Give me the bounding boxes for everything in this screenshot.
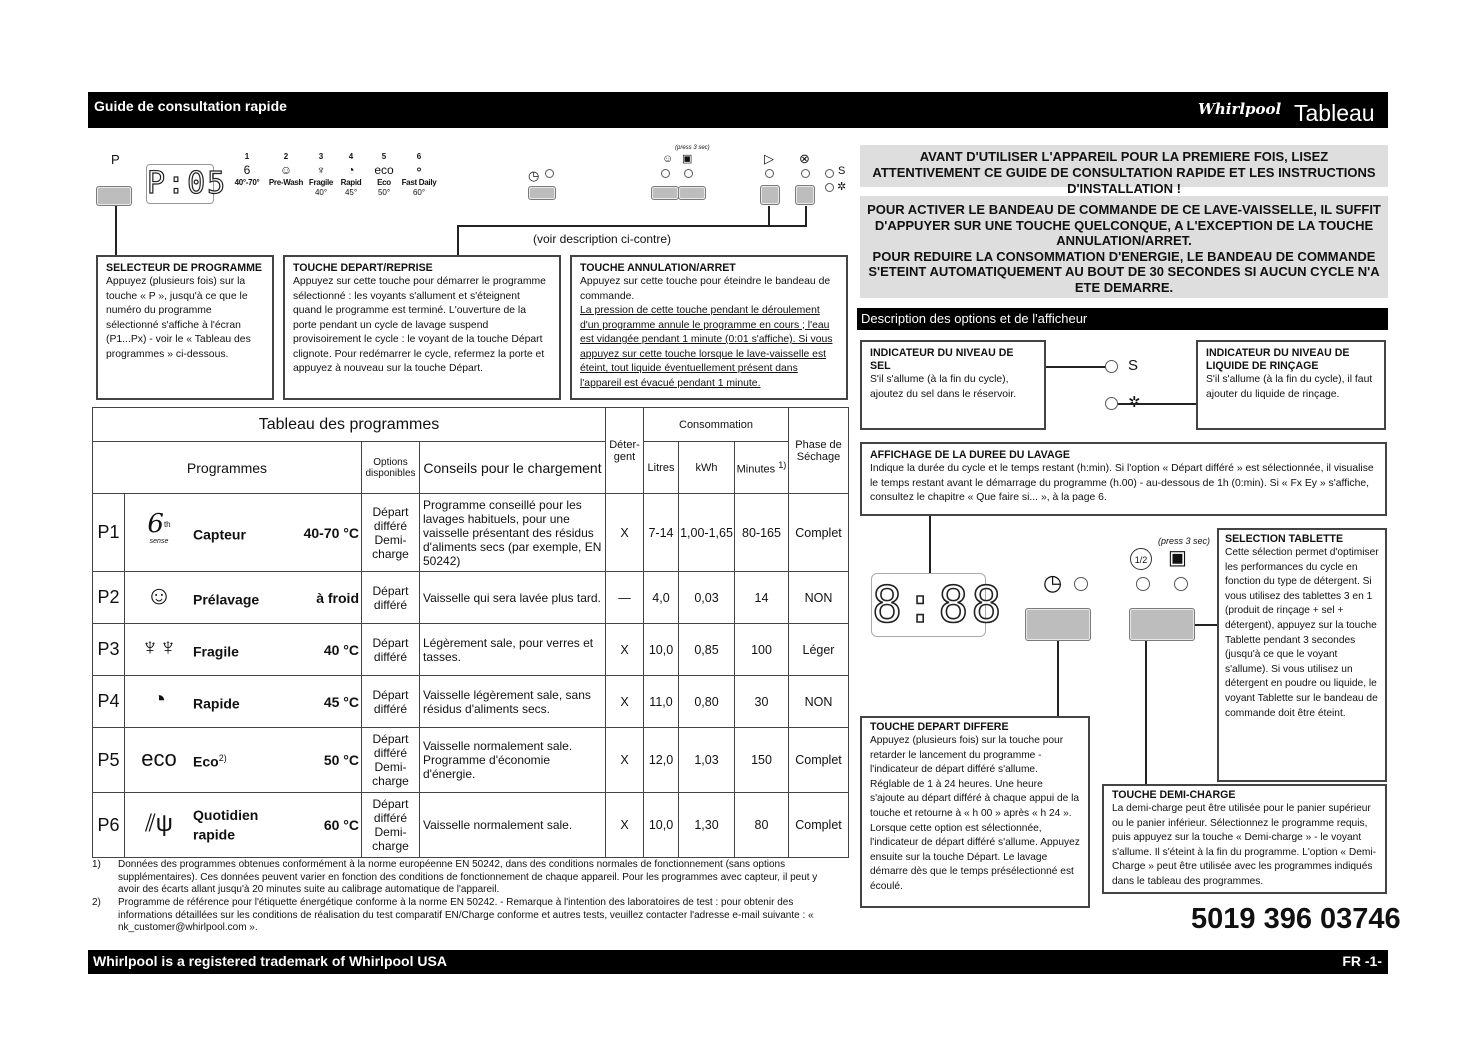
delay-led-large — [1074, 577, 1088, 591]
depart-text: Appuyez sur cette touche pour démarrer le programme sélectionné : les voyants s'allument et s'éteignent quand le programme est terminé. L'ouverture de la porte pendant un cycle de lavage suspend provisoirement le cycle : le voyant de la touche Départ clignote. Pour redémarrer le cycle, refermez la porte et appuyez à nouveau sur la touche Départ. — [293, 276, 546, 374]
half-load-icon: ☺ — [662, 153, 674, 165]
tablet-connector — [1195, 624, 1217, 626]
footnote-number: 1) — [92, 859, 101, 870]
row-sechage: NON — [789, 676, 849, 728]
control-panel — [88, 145, 848, 255]
annulation-underlined: La pression de cette touche pendant le déroulement d'un programme annule le programme en cours ; l'eau est vidangée pendant 1 minute (0:01 s'affiche). Si vous appuyez sur cette touche lorsque le lave-vaisselle est éteint, tout liquide éventuellement présent dans l'appareil est évacué pendant 1 minute. — [580, 305, 833, 389]
annulation-box — [570, 255, 848, 400]
row-kwh: 0,03 — [679, 572, 735, 624]
row-program-name: Prélavage — [193, 591, 260, 608]
footnote-number: 2) — [92, 897, 101, 908]
p-label: P — [111, 152, 120, 167]
program-row — [93, 494, 849, 572]
row-program-temp: 50 °C — [323, 752, 359, 768]
desc-bar — [857, 308, 1388, 330]
annulation-text: Appuyez sur cette touche pour éteindre le bandeau de commande. — [580, 276, 831, 302]
panel-program-icon: ◔ — [347, 163, 355, 177]
row-program-number: P4 — [93, 676, 125, 728]
h-consommation: Consommation — [644, 408, 789, 442]
differe-box — [860, 716, 1090, 908]
tablette-text: Cette sélection permet d'optimiser les performances du cycle en fonction du type de détergent. Si vous utilisez des tablettes 3 en 1 (produit de rinçage + sel + détergent), appuyez sur la touche Tablette pendant 3 secondes (jusqu'à ce que le voyant s'allume). Si vous utilisez un détergent en poudre ou liquide, le voyant Tablette sur le bandeau de commande doit être éteint. — [1225, 547, 1379, 719]
connector-start — [768, 206, 770, 226]
row-litres: 12,0 — [644, 728, 679, 793]
rinse-led — [1105, 397, 1118, 410]
salt-icon-small: S — [838, 165, 846, 177]
row-kwh: 0,80 — [679, 676, 735, 728]
row-conseil: Vaisselle qui sera lavée plus tard. — [420, 572, 606, 624]
connector-down — [457, 225, 459, 255]
row-conseil: Légèrement sale, pour verres et tasses. — [420, 624, 606, 676]
rincage-title: INDICATEUR DU NIVEAU DE LIQUIDE DE RINÇAGE — [1206, 347, 1350, 372]
panel-program-temp: 50° — [377, 188, 391, 197]
salt-icon: S — [1128, 357, 1139, 374]
h-options: Options disponibles — [362, 442, 420, 494]
row-detergent: X — [606, 728, 644, 793]
demicharge-text: La demi-charge peut être utilisée pour le panier supérieur ou le panier inférieur. Sélectionnez le programme requis, puis appuyez sur la touche « Demi-charge » - le voyant s'allume. Il s'éteint à la fin du programme. L'option « Demi-Charge » peut être utilisée avec les programmes indiqués dans le tableau des programmes. — [1112, 803, 1377, 887]
press-3sec-label: (press 3 sec) — [675, 145, 710, 151]
voir-label: (voir description ci-contre) — [533, 232, 672, 246]
eco-icon: eco — [141, 745, 177, 771]
panel-program-name: 40°-70° — [234, 178, 260, 187]
footer-trademark: Whirlpool is a registered trademark of Whirlpool USA — [93, 953, 447, 969]
half-led — [661, 169, 670, 178]
row-kwh: 1,03 — [679, 728, 735, 793]
row-sechage: Complet — [789, 728, 849, 793]
footnote — [92, 859, 832, 897]
footnote — [92, 897, 832, 935]
row-litres: 7-14 — [644, 494, 679, 572]
row-detergent: X — [606, 624, 644, 676]
desc-bar-text: Description des options et de l'afficheur — [861, 311, 1088, 326]
start-button[interactable] — [760, 185, 780, 205]
program-row — [93, 676, 849, 728]
program-row — [93, 793, 849, 858]
row-sechage: Complet — [789, 494, 849, 572]
row-minutes: 100 — [735, 624, 789, 676]
panel-program-num: 4 — [348, 152, 354, 161]
h-conseils: Conseils pour le chargement — [420, 442, 606, 494]
row-program-sup: 2) — [218, 753, 227, 764]
row-program-temp: à froid — [316, 589, 359, 606]
row-program-number: P1 — [93, 494, 125, 572]
warning-2-text: POUR ACTIVER LE BANDEAU DE COMMANDE DE CE LAVE-VAISSELLE, IL SUFFIT D'APPUYER SUR UNE TOUCHE QUELCONQUE, A L'EXCEPTION DE LA TOUCHE ANNULATION/ARRET. — [867, 202, 1381, 249]
row-sechage: Léger — [789, 624, 849, 676]
differe-title: TOUCHE DEPART DIFFERE — [870, 721, 1009, 733]
row-options: Départ différé — [362, 676, 420, 728]
row-program-cell — [125, 572, 362, 624]
row-detergent: X — [606, 494, 644, 572]
half-connector — [1145, 641, 1147, 784]
duree-box — [860, 442, 1387, 516]
selecteur-text: Appuyez (plusieurs fois) sur la touche « P », jusqu'à ce que le numéro du programme sélectionné s'affiche à l'écran (P1...Px) - voir le « Tableau des programmes » ci-dessous. — [106, 276, 251, 360]
row-kwh: 0,85 — [679, 624, 735, 676]
program-display — [146, 164, 228, 204]
rincage-text: S'il s'allume (à la fin du cycle), il faut ajouter du liquide de rinçage. — [1206, 374, 1373, 400]
delay-button[interactable] — [528, 186, 556, 200]
h-minutes — [735, 442, 789, 494]
row-detergent: X — [606, 793, 644, 858]
rinse-led-small — [825, 183, 834, 192]
warning-3-text: POUR REDUIRE LA CONSOMMATION D'ENERGIE, LE BANDEAU DE COMMANDE S'ETEINT AUTOMATIQUEMENT AU BOUT DE 30 SECONDES SI AUCUN CYCLE N'A ETE DEMARRE. — [868, 248, 1380, 295]
row-detergent: — — [606, 572, 644, 624]
salt-led — [1105, 360, 1118, 373]
h-sechage: Phase de Séchage — [789, 408, 849, 494]
row-sechage: Complet — [789, 793, 849, 858]
tablet-led — [684, 169, 693, 178]
row-program-number: P6 — [93, 793, 125, 858]
panel-program-icon: ⚬ — [413, 163, 425, 177]
table-title: Tableau des programmes — [93, 408, 606, 442]
tablet-led-large — [1174, 577, 1188, 591]
depart-box — [283, 255, 561, 400]
row-program-temp: 40 °C — [323, 641, 359, 658]
half-label: 1/2 — [1134, 555, 1148, 565]
panel-program-name: Pre-Wash — [268, 178, 304, 187]
display-digits: P:05 — [147, 166, 228, 201]
h-litres: Litres — [644, 442, 679, 494]
start-led — [765, 169, 774, 178]
delay-button-large[interactable] — [1025, 608, 1091, 641]
panel-program-name: Fragile — [308, 178, 334, 187]
panel-program-icon: ☺ — [279, 163, 293, 177]
panel-program-num: 5 — [381, 152, 387, 161]
differe-text: Appuyez (plusieurs fois) sur la touche pour retarder le lancement du programme - l'indicateur de départ différé s'allume. Réglable de 1 à 24 heures. Une heure s'ajoute au départ différé à chaque appui de la touche et retourne à « h 00 » après « h 24 ». Lorsque cette option est sélectionnée, l'indicateur de départ différé s'allume. Appuyez ensuite sur la touche Départ. Le lavage démarre dès que le temps présélectionné est écoulé. — [870, 735, 1080, 892]
row-program-name: Eco — [193, 753, 219, 770]
row-kwh: 1,30 — [679, 793, 735, 858]
row-options: Départ différé Demi-charge — [362, 728, 420, 793]
rinse-icon-small: ✲ — [837, 181, 847, 193]
row-program-cell — [125, 494, 362, 572]
panel-program-name: Eco — [377, 178, 391, 187]
annulation-title: TOUCHE ANNULATION/ARRET — [580, 262, 736, 274]
connector-p — [115, 206, 117, 256]
warning-1 — [860, 145, 1388, 196]
row-options: Départ différé — [362, 572, 420, 624]
row-conseil: Programme conseillé pour les lavages habituels, pour une vaisselle présentant des résidus d'aliments secs (par exemple, EN 50242) — [420, 494, 606, 572]
row-kwh: 1,00-1,65 — [679, 494, 735, 572]
row-program-name: Quotidien rapide — [193, 807, 259, 843]
p-button[interactable] — [96, 186, 132, 206]
panel-program-temp: 40° — [314, 188, 328, 197]
row-minutes: 80-165 — [735, 494, 789, 572]
tablet-icon-large: ▣ — [1168, 547, 1187, 569]
sel-title: INDICATEUR DU NIVEAU DE SEL — [870, 347, 1014, 372]
row-conseil: Vaisselle normalement sale. Programme d'économie d'énergie. — [420, 728, 606, 793]
right-display-digits: 8:88 — [872, 576, 1005, 634]
row-options: Départ différé Demi-charge — [362, 494, 420, 572]
h-minutes-sup: 1) — [778, 459, 787, 470]
header-tableau: Tableau — [1294, 100, 1375, 126]
duree-text: Indique la durée du cycle et le temps restant (h:min). Si l'option « Départ différé » est sélectionnée, il visualise le temps restant avant le démarrage du programme (h.00) - au-dessous de 1h (0:min). Si « Fx Ey » s'affiche, consultez le chapitre « Que faire si... », à la page 6. — [870, 463, 1374, 503]
cancel-button[interactable] — [795, 185, 815, 205]
panel-program-icon: ♆ — [316, 163, 326, 177]
cancel-icon: ⊗ — [799, 151, 810, 166]
row-program-cell — [125, 624, 362, 676]
row-minutes: 30 — [735, 676, 789, 728]
tablet-button[interactable] — [678, 186, 706, 200]
rincage-box — [1196, 340, 1386, 430]
selecteur-box — [96, 255, 274, 400]
row-conseil: Vaisselle légèrement sale, sans résidus d'aliments secs. — [420, 676, 606, 728]
row-detergent: X — [606, 676, 644, 728]
panel-program-temp: 60° — [412, 188, 426, 197]
delay-led — [545, 169, 554, 178]
footer-page: FR -1- — [1342, 953, 1382, 969]
glasses-icon: ♆♆ — [141, 634, 177, 661]
footnote-text: Données des programmes obtenues conformément à la norme européenne EN 50242, dans des conditions normales de fonctionnement (sans options supplémentaires). Ces données peuvent varier en fonction des conditions de fonctionnement de chaque appareil. Pour les programmes avec capteur, il peut y avoir des écarts allant jusqu'à 20 minutes suite au calibrage automatique de l'appareil. — [118, 859, 818, 895]
row-litres: 4,0 — [644, 572, 679, 624]
rinse-icon — [1128, 393, 1141, 411]
row-program-cell — [125, 793, 362, 858]
row-minutes: 14 — [735, 572, 789, 624]
row-sechage: NON — [789, 572, 849, 624]
h-minutes-label: Minutes — [736, 463, 776, 476]
panel-program-num: 2 — [283, 152, 289, 161]
demicharge-title: TOUCHE DEMI-CHARGE — [1112, 789, 1236, 801]
row-litres: 10,0 — [644, 793, 679, 858]
half-led-large — [1136, 577, 1150, 591]
row-program-name: Rapide — [193, 695, 240, 712]
row-program-temp: 60 °C — [323, 817, 359, 833]
selecteur-title: SELECTEUR DE PROGRAMME — [106, 262, 262, 274]
panel-program-num: 3 — [318, 152, 324, 161]
salt-led-small — [825, 169, 834, 178]
row-program-number: P3 — [93, 624, 125, 676]
panel-program-icon: 6 — [243, 163, 251, 177]
panel-program-icon: eco — [374, 163, 394, 177]
h-kwh: kWh — [679, 442, 735, 494]
half-load-icon-large — [1130, 548, 1152, 570]
program-table — [92, 407, 849, 858]
product-code: 5019 396 03746 — [1191, 903, 1401, 935]
tablet-icon: ▣ — [682, 153, 693, 165]
panel-program-num: 1 — [244, 152, 250, 161]
row-options: Départ différé Demi-charge — [362, 793, 420, 858]
demicharge-box — [1102, 784, 1387, 894]
row-program-cell — [125, 728, 362, 793]
delay-connector — [1057, 641, 1059, 717]
brand-logo: Whirlpool — [1198, 100, 1282, 118]
sel-box — [860, 340, 1046, 430]
footnote-text: Programme de référence pour l'étiquette énergétique conforme à la norme EN 50242. - Remarque à l'intention des laboratoires de test : pour obtenir des informations détaillées sur les conditions de réalisation du test comparatif EN/Charge conforme et autres tests, veuillez contacter l'adresse e-mail suivante : « nk_customer@whirlpool.com ». — [118, 897, 814, 933]
header-bar — [88, 92, 1388, 128]
delay-clock-icon-large: ◷ — [1043, 570, 1063, 595]
rinse-connector — [1118, 403, 1196, 405]
program-row — [93, 728, 849, 793]
tablette-title: SELECTION TABLETTE — [1225, 533, 1344, 545]
row-litres: 11,0 — [644, 676, 679, 728]
panel-program-6 — [396, 152, 442, 198]
h-detergent: Déter-gent — [606, 408, 644, 494]
row-options: Départ différé — [362, 624, 420, 676]
prewash-icon: ☺ — [145, 580, 173, 610]
panel-program-num: 6 — [416, 152, 422, 161]
row-program-name: Capteur — [193, 526, 246, 543]
press-3sec-right: (press 3 sec) — [1158, 536, 1211, 546]
rapid-icon: ◔ — [151, 686, 167, 713]
connector-cancel — [805, 206, 807, 226]
row-program-temp: 45 °C — [323, 693, 359, 710]
cancel-led — [801, 169, 810, 178]
header-title: Guide de consultation rapide — [94, 98, 287, 114]
duree-connector — [929, 516, 931, 574]
half-tablet-button[interactable] — [1129, 608, 1195, 641]
duree-title: AFFICHAGE DE LA DUREE DU LAVAGE — [870, 449, 1070, 461]
half-load-button[interactable] — [651, 186, 679, 200]
warning-1-text: AVANT D'UTILISER L'APPAREIL POUR LA PREMIERE FOIS, LISEZ ATTENTIVEMENT CE GUIDE DE CONSULTATION RAPIDE ET LES INSTRUCTIONS D'INSTALLATION ! — [872, 149, 1376, 196]
h-programmes: Programmes — [93, 442, 362, 494]
row-conseil: Vaisselle normalement sale. — [420, 793, 606, 858]
row-program-temp: 40-70 °C — [303, 524, 359, 541]
row-program-name: Fragile — [193, 643, 239, 660]
start-icon: ▷ — [764, 151, 774, 166]
6th-sense-icon: 6th sense — [147, 508, 171, 545]
panel-program-name: Rapid — [340, 178, 362, 187]
sel-connector — [1046, 366, 1106, 368]
sel-text: S'il s'allume (à la fin du cycle), ajoutez du sel dans le réservoir. — [870, 374, 1017, 400]
row-program-number: P2 — [93, 572, 125, 624]
row-minutes: 80 — [735, 793, 789, 858]
connector-h — [457, 225, 807, 227]
row-program-cell — [125, 676, 362, 728]
panel-program-temp: 45° — [344, 188, 358, 197]
delay-clock-icon: ◷ — [528, 168, 540, 183]
row-minutes: 150 — [735, 728, 789, 793]
daily-icon: ⫽ψ — [145, 809, 173, 837]
warning-2 — [860, 196, 1388, 298]
depart-title: TOUCHE DEPART/REPRISE — [293, 262, 433, 274]
right-display — [871, 573, 1005, 637]
row-litres: 10,0 — [644, 624, 679, 676]
panel-program-name: Fast Daily — [401, 178, 437, 187]
row-program-number: P5 — [93, 728, 125, 793]
tablette-box — [1217, 528, 1387, 782]
program-row — [93, 572, 849, 624]
program-row — [93, 624, 849, 676]
footer-bar — [88, 950, 1388, 974]
